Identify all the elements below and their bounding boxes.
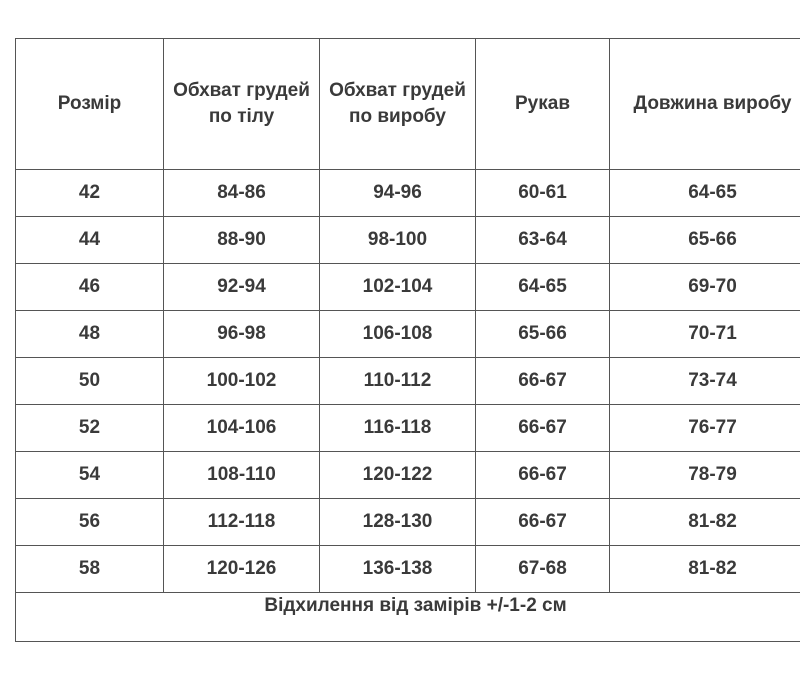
cell-size: 42 [16, 170, 164, 217]
table-row [16, 405, 800, 452]
cell-chest-body: 112-118 [164, 499, 320, 546]
cell-size: 50 [16, 358, 164, 405]
cell-chest-body: 92-94 [164, 264, 320, 311]
header-sleeve-label: Рукав [515, 93, 570, 114]
cell-chest-item: 98-100 [320, 217, 476, 264]
cell-chest-body: 88-90 [164, 217, 320, 264]
table-row [16, 217, 800, 264]
cell-sleeve: 65-66 [476, 311, 610, 358]
cell-length: 70-71 [610, 311, 800, 358]
cell-size: 44 [16, 217, 164, 264]
cell-chest-item: 94-96 [320, 170, 476, 217]
cell-sleeve: 66-67 [476, 452, 610, 499]
cell-sleeve: 66-67 [476, 499, 610, 546]
cell-size: 46 [16, 264, 164, 311]
cell-length: 76-77 [610, 405, 800, 452]
cell-size: 56 [16, 499, 164, 546]
cell-chest-body: 84-86 [164, 170, 320, 217]
cell-chest-body: 104-106 [164, 405, 320, 452]
size-chart-table [15, 38, 800, 642]
cell-sleeve: 66-67 [476, 405, 610, 452]
header-row [16, 39, 800, 170]
cell-chest-body: 108-110 [164, 452, 320, 499]
cell-chest-item: 106-108 [320, 311, 476, 358]
cell-size: 48 [16, 311, 164, 358]
cell-chest-body: 96-98 [164, 311, 320, 358]
table-row [16, 358, 800, 405]
cell-length: 78-79 [610, 452, 800, 499]
cell-size: 54 [16, 452, 164, 499]
header-chest-item-line2: по виробу [349, 106, 446, 127]
cell-chest-body: 100-102 [164, 358, 320, 405]
header-chest-body-line1: Обхват грудей [173, 80, 310, 101]
footer-row [16, 593, 800, 642]
header-sleeve [476, 39, 610, 170]
cell-sleeve: 60-61 [476, 170, 610, 217]
cell-sleeve: 66-67 [476, 358, 610, 405]
table-header [16, 39, 800, 170]
cell-length: 73-74 [610, 358, 800, 405]
header-chest-body-line2: по тілу [208, 106, 275, 127]
header-size [16, 39, 164, 170]
cell-length: 81-82 [610, 546, 800, 593]
cell-size: 58 [16, 546, 164, 593]
cell-length: 81-82 [610, 499, 800, 546]
cell-size: 52 [16, 405, 164, 452]
cell-chest-item: 110-112 [320, 358, 476, 405]
table-row [16, 170, 800, 217]
table-row [16, 264, 800, 311]
table-row [16, 499, 800, 546]
cell-sleeve: 67-68 [476, 546, 610, 593]
cell-chest-body: 120-126 [164, 546, 320, 593]
cell-chest-item: 116-118 [320, 405, 476, 452]
table-row [16, 311, 800, 358]
table-footer [16, 593, 800, 642]
cell-length: 69-70 [610, 264, 800, 311]
tolerance-note: Відхилення від замірів +/-1-2 см [16, 593, 800, 642]
cell-chest-item: 102-104 [320, 264, 476, 311]
cell-chest-item: 128-130 [320, 499, 476, 546]
header-length [610, 39, 800, 170]
table-row [16, 452, 800, 499]
cell-length: 64-65 [610, 170, 800, 217]
table-body [16, 170, 800, 593]
cell-sleeve: 63-64 [476, 217, 610, 264]
header-chest-item [320, 39, 476, 170]
cell-chest-item: 136-138 [320, 546, 476, 593]
header-size-label: Розмір [57, 93, 122, 114]
header-length-label: Довжина виробу [633, 93, 792, 114]
table-row [16, 546, 800, 593]
cell-chest-item: 120-122 [320, 452, 476, 499]
header-chest-item-line1: Обхват грудей [329, 80, 466, 101]
cell-length: 65-66 [610, 217, 800, 264]
header-chest-body [164, 39, 320, 170]
cell-sleeve: 64-65 [476, 264, 610, 311]
